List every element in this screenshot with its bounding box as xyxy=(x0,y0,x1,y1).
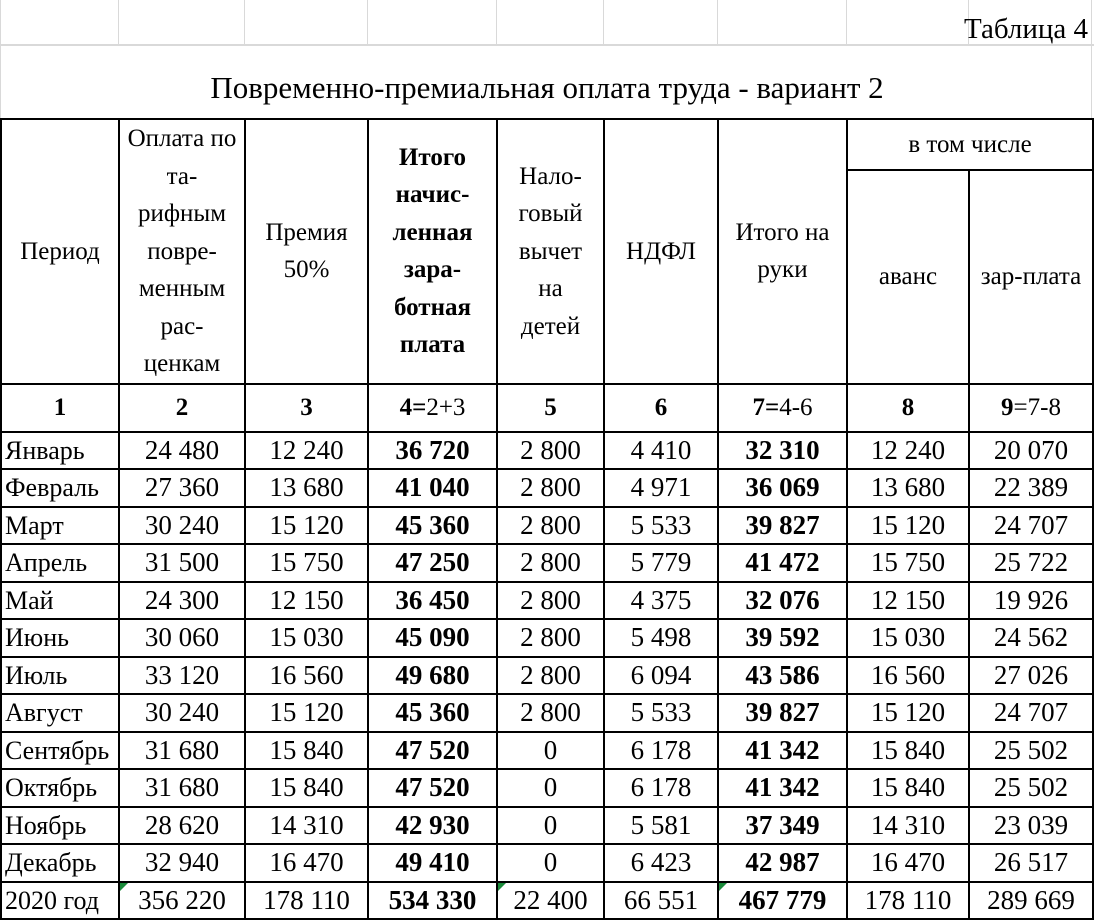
cell-advance[interactable]: 15 120 xyxy=(847,507,969,545)
table-caption: Таблица 4 xyxy=(963,13,1088,45)
cell-ndfl[interactable]: 6 178 xyxy=(604,769,718,807)
cell-advance[interactable]: 12 150 xyxy=(847,582,969,620)
cell-advance[interactable]: 14 310 xyxy=(847,807,969,845)
cell-total[interactable]: 36 450 xyxy=(368,582,497,620)
cell-total[interactable]: 45 360 xyxy=(368,507,497,545)
column-number[interactable] xyxy=(245,384,368,432)
cell-tariff[interactable]: 356 220 xyxy=(119,882,245,920)
cell-ndfl[interactable]: 5 498 xyxy=(604,619,718,657)
cell-tariff[interactable]: 27 360 xyxy=(119,469,245,507)
column-number-bold: 6 xyxy=(654,393,668,421)
cell-salary[interactable]: 25 722 xyxy=(969,544,1093,582)
cell-tariff[interactable]: 31 680 xyxy=(119,769,245,807)
cell-ndfl[interactable]: 4 971 xyxy=(604,469,718,507)
column-number-bold: 8 xyxy=(901,393,915,421)
cell-advance[interactable]: 16 560 xyxy=(847,657,969,695)
payroll-table xyxy=(0,118,1094,920)
cell-advance[interactable]: 15 840 xyxy=(847,732,969,770)
cell-total[interactable]: 36 720 xyxy=(368,432,497,470)
cell-period[interactable]: Март xyxy=(1,507,119,545)
cell-salary[interactable]: 19 926 xyxy=(969,582,1093,620)
header-total-accrued[interactable]: Итого начис-ленная зара-ботная плата xyxy=(368,119,497,384)
column-number[interactable] xyxy=(368,384,497,432)
column-numbers-row xyxy=(1,384,1093,432)
cell-deduction[interactable]: 2 800 xyxy=(497,694,604,732)
column-number-bold: 2 xyxy=(175,393,189,421)
table-row xyxy=(1,544,1093,582)
cell-ndfl[interactable]: 4 375 xyxy=(604,582,718,620)
cell-bonus[interactable]: 178 110 xyxy=(245,882,368,920)
table-row xyxy=(1,469,1093,507)
data-rows xyxy=(1,432,1093,920)
cell-deduction[interactable]: 2 800 xyxy=(497,582,604,620)
cell-ndfl[interactable]: 5 533 xyxy=(604,694,718,732)
column-number-bold: 3 xyxy=(300,393,313,421)
cell-total[interactable]: 47 520 xyxy=(368,732,497,770)
table-row xyxy=(1,732,1093,770)
cell-period[interactable]: Январь xyxy=(1,432,119,470)
cell-period[interactable]: Ноябрь xyxy=(1,807,119,845)
header-including[interactable]: в том числе xyxy=(847,119,1093,170)
column-number-formula: =7-8 xyxy=(1013,393,1061,421)
cell-period[interactable]: Сентябрь xyxy=(1,732,119,770)
cell-advance[interactable]: 178 110 xyxy=(847,882,969,920)
cell-net[interactable]: 39 827 xyxy=(718,694,847,732)
cell-period[interactable]: Декабрь xyxy=(1,844,119,882)
cell-total[interactable]: 534 330 xyxy=(368,882,497,920)
table-row xyxy=(1,769,1093,807)
cell-tariff[interactable]: 24 480 xyxy=(119,432,245,470)
cell-salary[interactable]: 24 562 xyxy=(969,619,1093,657)
table-row xyxy=(1,582,1093,620)
cell-tariff[interactable]: 31 500 xyxy=(119,544,245,582)
cell-bonus[interactable]: 13 680 xyxy=(245,469,368,507)
column-number[interactable] xyxy=(604,384,718,432)
header-period[interactable]: Период xyxy=(1,119,119,384)
cell-tariff[interactable]: 30 240 xyxy=(119,507,245,545)
cell-tariff[interactable]: 28 620 xyxy=(119,807,245,845)
cell-ndfl[interactable]: 5 779 xyxy=(604,544,718,582)
header-net[interactable]: Итого на руки xyxy=(718,119,847,384)
cell-deduction[interactable]: 0 xyxy=(497,769,604,807)
cell-advance[interactable]: 15 840 xyxy=(847,769,969,807)
cell-advance[interactable]: 16 470 xyxy=(847,844,969,882)
cell-tariff[interactable]: 30 060 xyxy=(119,619,245,657)
table-row xyxy=(1,507,1093,545)
cell-net[interactable]: 41 342 xyxy=(718,769,847,807)
column-number[interactable] xyxy=(969,384,1093,432)
cell-net[interactable]: 467 779 xyxy=(718,882,847,920)
cell-deduction[interactable]: 22 400 xyxy=(497,882,604,920)
cell-period[interactable]: Апрель xyxy=(1,544,119,582)
cell-net[interactable]: 43 586 xyxy=(718,657,847,695)
cell-net[interactable]: 37 349 xyxy=(718,807,847,845)
cell-salary[interactable]: 27 026 xyxy=(969,657,1093,695)
cell-net[interactable]: 41 342 xyxy=(718,732,847,770)
header-bonus[interactable]: Премия 50% xyxy=(245,119,368,384)
cell-period[interactable]: Октябрь xyxy=(1,769,119,807)
cell-deduction[interactable]: 2 800 xyxy=(497,619,604,657)
column-number-bold: 5 xyxy=(544,393,557,421)
cell-salary[interactable]: 23 039 xyxy=(969,807,1093,845)
cell-bonus[interactable]: 15 840 xyxy=(245,769,368,807)
column-number[interactable] xyxy=(119,384,245,432)
column-number[interactable] xyxy=(847,384,969,432)
cell-salary[interactable]: 22 389 xyxy=(969,469,1093,507)
cell-tariff[interactable]: 31 680 xyxy=(119,732,245,770)
cell-bonus[interactable]: 14 310 xyxy=(245,807,368,845)
cell-period[interactable]: Май xyxy=(1,582,119,620)
cell-deduction[interactable]: 0 xyxy=(497,732,604,770)
cell-tariff[interactable]: 24 300 xyxy=(119,582,245,620)
table-row xyxy=(1,844,1093,882)
header-salary[interactable]: зар-плата xyxy=(969,170,1093,384)
cell-advance[interactable]: 12 240 xyxy=(847,432,969,470)
cell-bonus[interactable]: 15 030 xyxy=(245,619,368,657)
cell-net[interactable]: 41 472 xyxy=(718,544,847,582)
cell-period[interactable]: Август xyxy=(1,694,119,732)
cell-deduction[interactable]: 2 800 xyxy=(497,469,604,507)
column-number-bold: 4= xyxy=(399,393,427,421)
cell-net[interactable]: 42 987 xyxy=(718,844,847,882)
cell-salary[interactable]: 289 669 xyxy=(969,882,1093,920)
cell-bonus[interactable]: 16 470 xyxy=(245,844,368,882)
cell-bonus[interactable]: 15 750 xyxy=(245,544,368,582)
column-number-bold: 1 xyxy=(53,393,67,421)
cell-total[interactable]: 45 360 xyxy=(368,694,497,732)
cell-net[interactable]: 32 076 xyxy=(718,582,847,620)
column-number[interactable] xyxy=(718,384,847,432)
table-row xyxy=(1,432,1093,470)
cell-bonus[interactable]: 15 120 xyxy=(245,694,368,732)
cell-total[interactable]: 45 090 xyxy=(368,619,497,657)
cell-total[interactable]: 47 520 xyxy=(368,769,497,807)
cell-advance[interactable]: 15 030 xyxy=(847,619,969,657)
cell-salary[interactable]: 25 502 xyxy=(969,732,1093,770)
cell-total[interactable]: 41 040 xyxy=(368,469,497,507)
cell-bonus[interactable]: 12 150 xyxy=(245,582,368,620)
table-row xyxy=(1,694,1093,732)
cell-ndfl[interactable]: 6 423 xyxy=(604,844,718,882)
header-advance[interactable]: аванс xyxy=(847,170,969,384)
table-row xyxy=(1,619,1093,657)
cell-bonus[interactable]: 16 560 xyxy=(245,657,368,695)
cell-salary[interactable]: 24 707 xyxy=(969,694,1093,732)
cell-salary[interactable]: 26 517 xyxy=(969,844,1093,882)
cell-deduction[interactable]: 2 800 xyxy=(497,657,604,695)
header-tax-deduction[interactable]: Нало-говый вычет на детей xyxy=(497,119,604,384)
column-number[interactable] xyxy=(1,384,119,432)
cell-period[interactable]: 2020 год xyxy=(1,882,119,920)
cell-salary[interactable]: 20 070 xyxy=(969,432,1093,470)
cell-advance[interactable]: 13 680 xyxy=(847,469,969,507)
cell-ndfl[interactable]: 4 410 xyxy=(604,432,718,470)
header-ndfl[interactable]: НДФЛ xyxy=(604,119,718,384)
cell-ndfl[interactable]: 6 094 xyxy=(604,657,718,695)
cell-total[interactable]: 49 410 xyxy=(368,844,497,882)
cell-deduction[interactable]: 2 800 xyxy=(497,432,604,470)
table-title: Повременно-премиальная оплата труда - вариант 2 xyxy=(210,70,884,105)
cell-salary[interactable]: 24 707 xyxy=(969,507,1093,545)
table-row xyxy=(1,807,1093,845)
cell-bonus[interactable]: 15 120 xyxy=(245,507,368,545)
cell-bonus[interactable]: 15 840 xyxy=(245,732,368,770)
cell-total[interactable]: 49 680 xyxy=(368,657,497,695)
cell-bonus[interactable]: 12 240 xyxy=(245,432,368,470)
cell-deduction[interactable]: 0 xyxy=(497,807,604,845)
cell-deduction[interactable]: 0 xyxy=(497,844,604,882)
total-row xyxy=(1,882,1093,920)
cell-tariff[interactable]: 33 120 xyxy=(119,657,245,695)
cell-net[interactable]: 36 069 xyxy=(718,469,847,507)
cell-net[interactable]: 32 310 xyxy=(718,432,847,470)
cell-period[interactable]: Июль xyxy=(1,657,119,695)
cell-advance[interactable]: 15 120 xyxy=(847,694,969,732)
cell-ndfl[interactable]: 6 178 xyxy=(604,732,718,770)
cell-ndfl[interactable]: 5 581 xyxy=(604,807,718,845)
cell-period[interactable]: Февраль xyxy=(1,469,119,507)
cell-net[interactable]: 39 592 xyxy=(718,619,847,657)
cell-salary[interactable]: 25 502 xyxy=(969,769,1093,807)
column-number-formula: 2+3 xyxy=(426,393,466,421)
cell-ndfl[interactable]: 66 551 xyxy=(604,882,718,920)
cell-net[interactable]: 39 827 xyxy=(718,507,847,545)
cell-total[interactable]: 42 930 xyxy=(368,807,497,845)
column-number[interactable] xyxy=(497,384,604,432)
cell-total[interactable]: 47 250 xyxy=(368,544,497,582)
column-number-bold: 9 xyxy=(1001,393,1014,421)
cell-tariff[interactable]: 30 240 xyxy=(119,694,245,732)
column-number-formula: 4-6 xyxy=(779,393,813,421)
cell-advance[interactable]: 15 750 xyxy=(847,544,969,582)
cell-deduction[interactable]: 2 800 xyxy=(497,507,604,545)
table-row xyxy=(1,657,1093,695)
cell-ndfl[interactable]: 5 533 xyxy=(604,507,718,545)
column-number-bold: 7= xyxy=(752,393,780,421)
cell-period[interactable]: Июнь xyxy=(1,619,119,657)
cell-deduction[interactable]: 2 800 xyxy=(497,544,604,582)
cell-tariff[interactable]: 32 940 xyxy=(119,844,245,882)
header-tariff[interactable]: Оплата по та-рифным повре-менным рас-ценкам xyxy=(119,119,245,384)
